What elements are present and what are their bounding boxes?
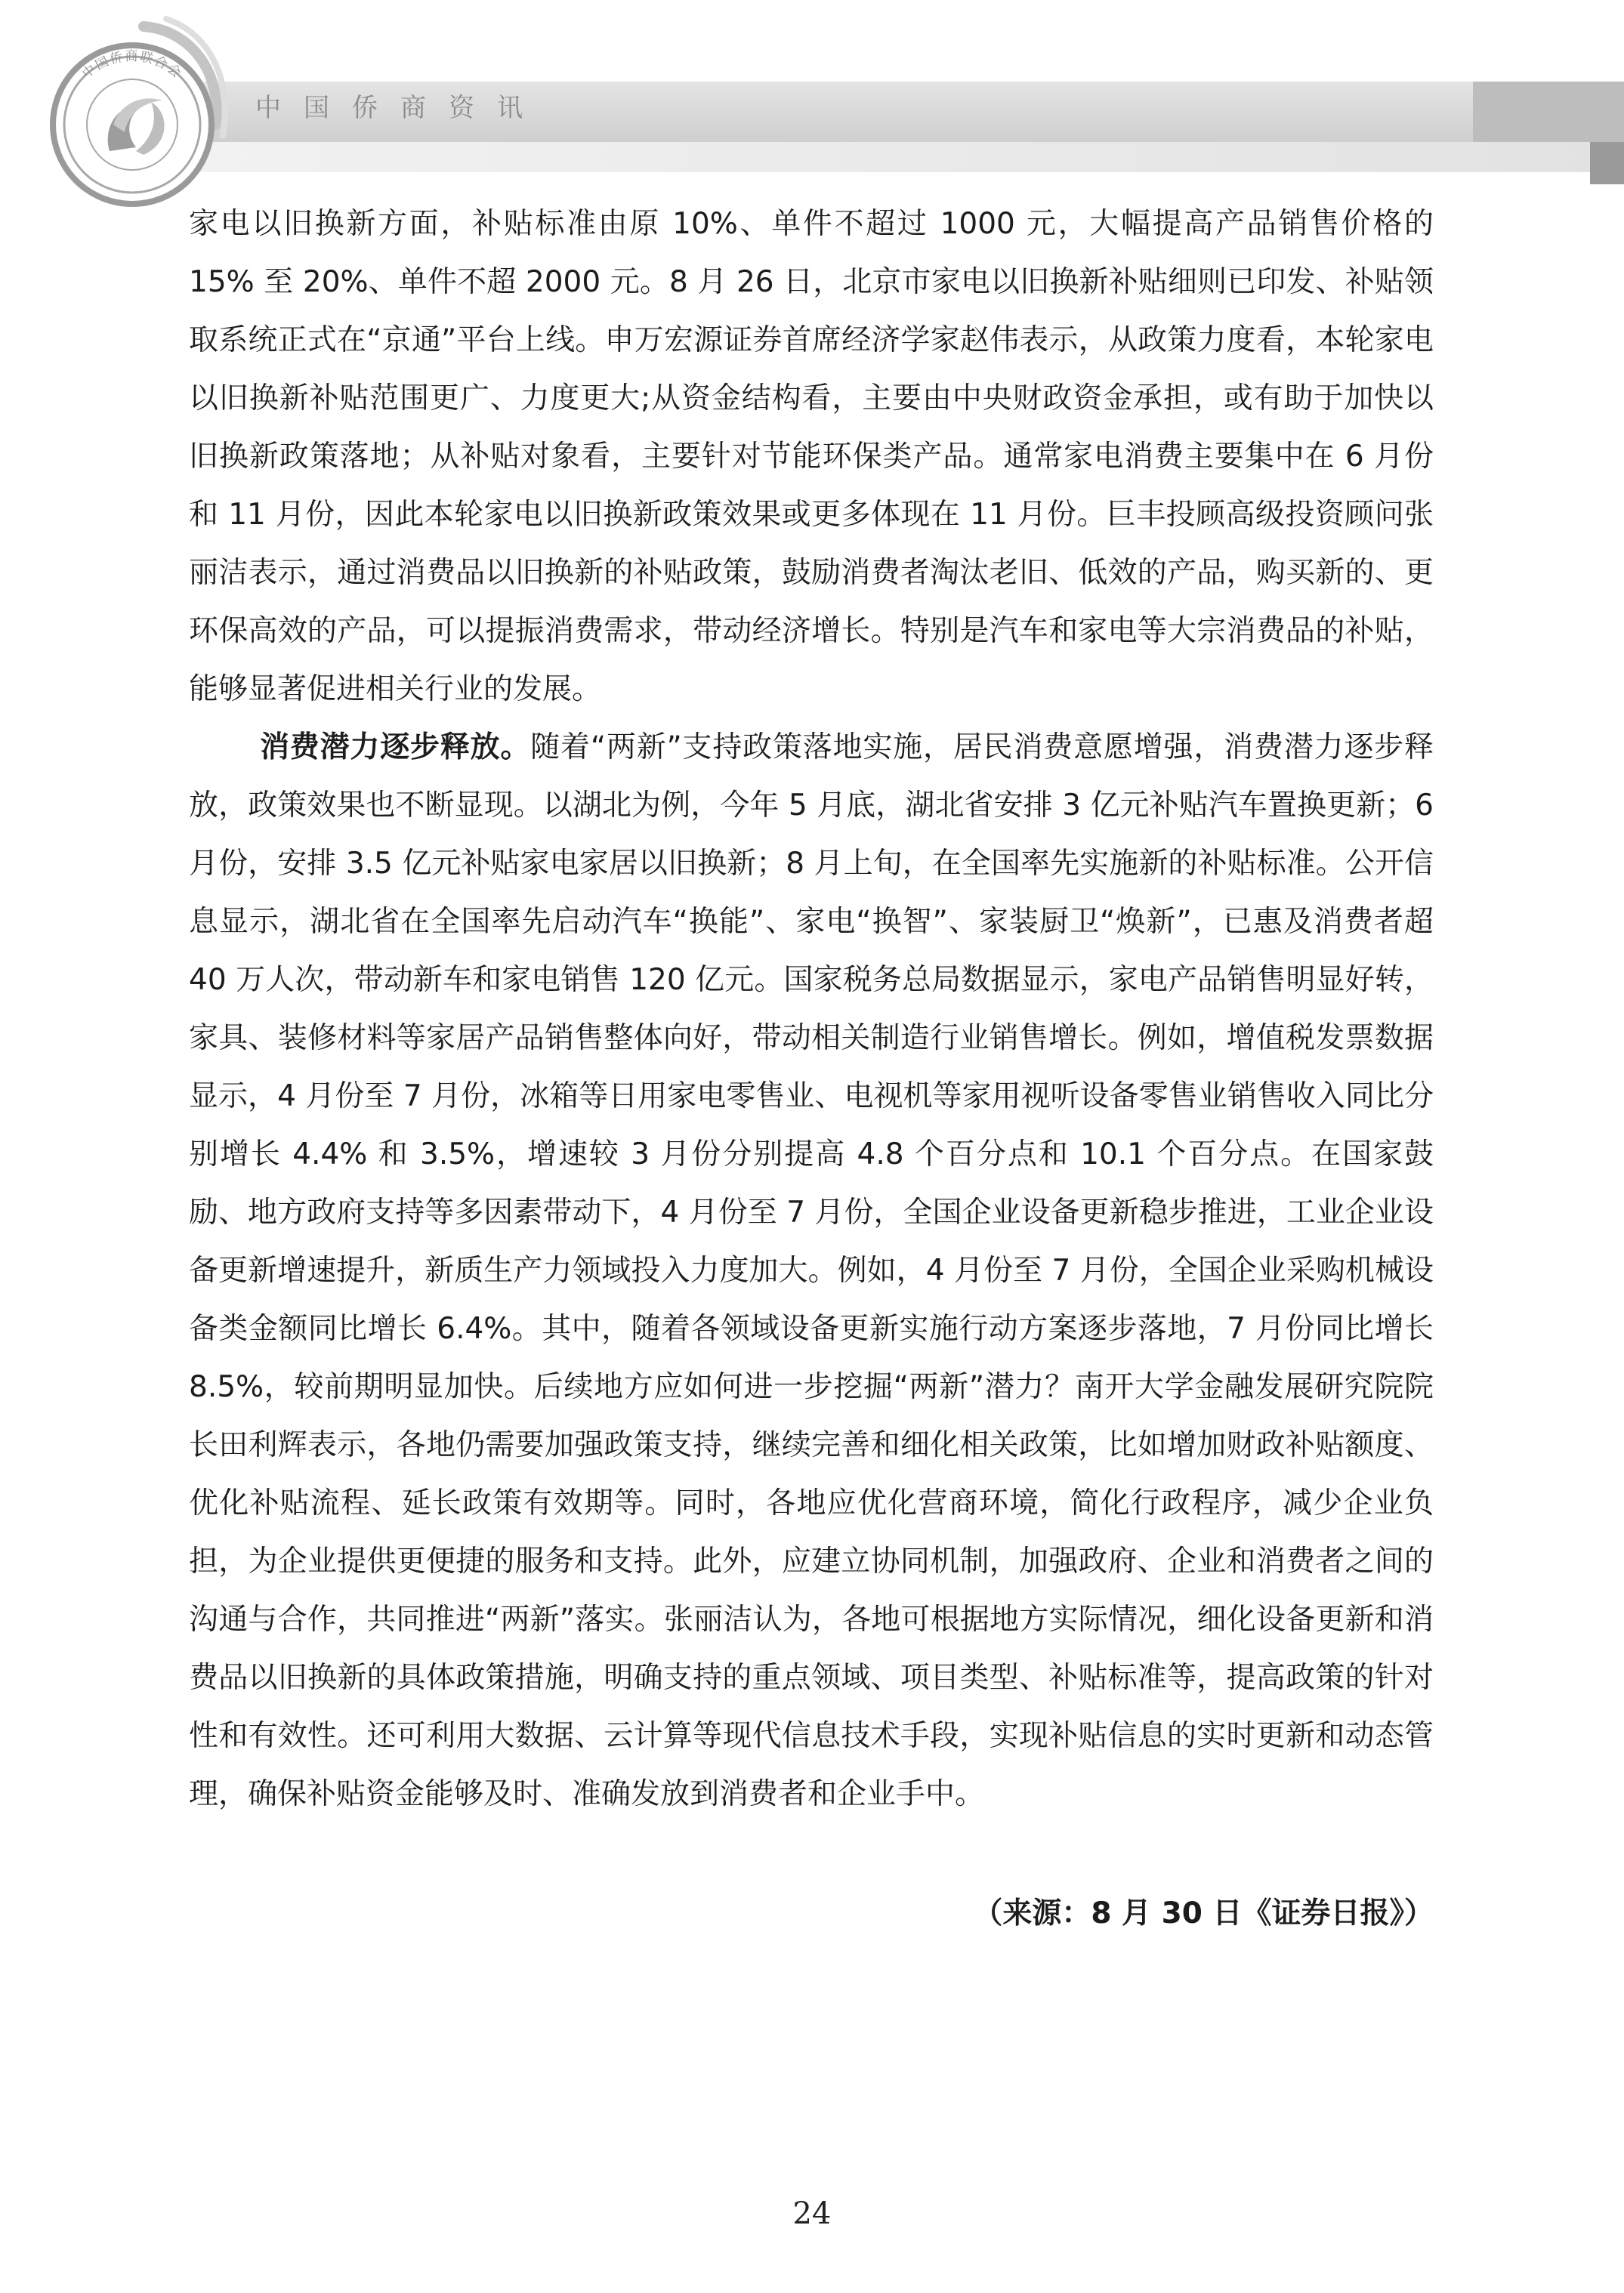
publication-title: 中国侨商资讯 [255, 93, 545, 123]
article-body [189, 195, 1434, 1823]
paragraph-appliance-subsidy: 家电以旧换新方面，补贴标准由原 10%、单件不超过 1000 元，大幅提高产品销售价格的 15% 至 20%、单件不超 2000 元。8 月 26 日，北京市家电以旧换新补贴细则已印发、补贴领取系统正式在“京通”平台上线。申万宏源证券首席经济学家赵伟表示，从政策力度看，本轮家电以旧换新补贴范围更广、力度更大;从资金结构看，主要由中央财政资金承担，或有助于加快以旧换新政策落地；从补贴对象看，主要针对节能环保类产品。通常家电消费主要集中在 6 月份和 11 月份，因此本轮家电以旧换新政策效果或更多体现在 11 月份。巨丰投顾高级投资顾问张丽洁表示，通过消费品以旧换新的补贴政策，鼓励消费者淘汰老旧、低效的产品，购买新的、更环保高效的产品，可以提振消费需求，带动经济增长。特别是汽车和家电等大宗消费品的补贴，能够显著促进相关行业的发展。 [189, 207, 1434, 706]
source-citation: （来源：8 月 30 日《证券日报》） [973, 1896, 1434, 1930]
header-band-accent [1473, 82, 1624, 142]
header-corner-block [1590, 142, 1624, 184]
paragraph-lead-heading: 消费潜力逐步释放。 [260, 730, 531, 764]
paragraph-text: 随着“两新”支持政策落地实施，居民消费意愿增强，消费潜力逐步释放，政策效果也不断显现。以湖北为例，今年 5 月底，湖北省安排 3 亿元补贴汽车置换更新；6 月份，安排 3.5 亿元补贴家电家居以旧换新；8 月上旬，在全国率先实施新的补贴标准。公开信息显示，湖北省在全国率先启动汽车“换能”、家电“换智”、家装厨卫“焕新”，已惠及消费者超 40 万人次，带动新车和家电销售 120 亿元。国家税务总局数据显示，家电产品销售明显好转，家具、装修材料等家居产品销售整体向好，带动相关制造行业销售增长。例如，增值税发票数据显示，4 月份至 7 月份，冰箱等日用家电零售业、电视机等家用视听设备零售业销售收入同比分别增长 4.4% 和 3.5%，增速较 3 月份分别提高 4.8 个百分点和 10.1 个百分点。在国家鼓励、地方政府支持等多因素带动下，4 月份至 7 月份，全国企业设备更新稳步推进，工业企业设备更新增速提升，新质生产力领域投入力度加大。例如，4 月份至 7 月份，全国企业采购机械设备类金额同比增长 6.4%。其中，随着各领域设备更新实施行动方案逐步落地，7 月份同比增长 8.5%，较前期明显加快。后续地方应如何进一步挖掘“两新”潜力？南开大学金融发展研究院院长田利辉表示，各地仍需要加强政策支持，继续完善和细化相关政策，比如增加财政补贴额度、优化补贴流程、延长政策有效期等。同时，各地应优化营商环境，简化行政程序，减少企业负担，为企业提供更便捷的服务和支持。此外，应建立协同机制，加强政府、企业和消费者之间的沟通与合作，共同推进“两新”落实。张丽洁认为，各地可根据地方实际情况，细化设备更新和消费品以旧换新的具体政策措施，明确支持的重点领域、项目类型、补贴标准等，提高政策的针对性和有效性。还可利用大数据、云计算等现代信息技术手段，实现补贴信息的实时更新和动态管理，确保补贴资金能够及时、准确发放到消费者和企业手中。 [189, 730, 1434, 1811]
logo-text: 中国侨商联合会 [79, 49, 185, 82]
association-logo [30, 11, 234, 208]
page-number: 24 [792, 2196, 832, 2231]
header-band-lower [189, 142, 1624, 172]
paragraph-consumption-potential [189, 718, 1434, 1823]
